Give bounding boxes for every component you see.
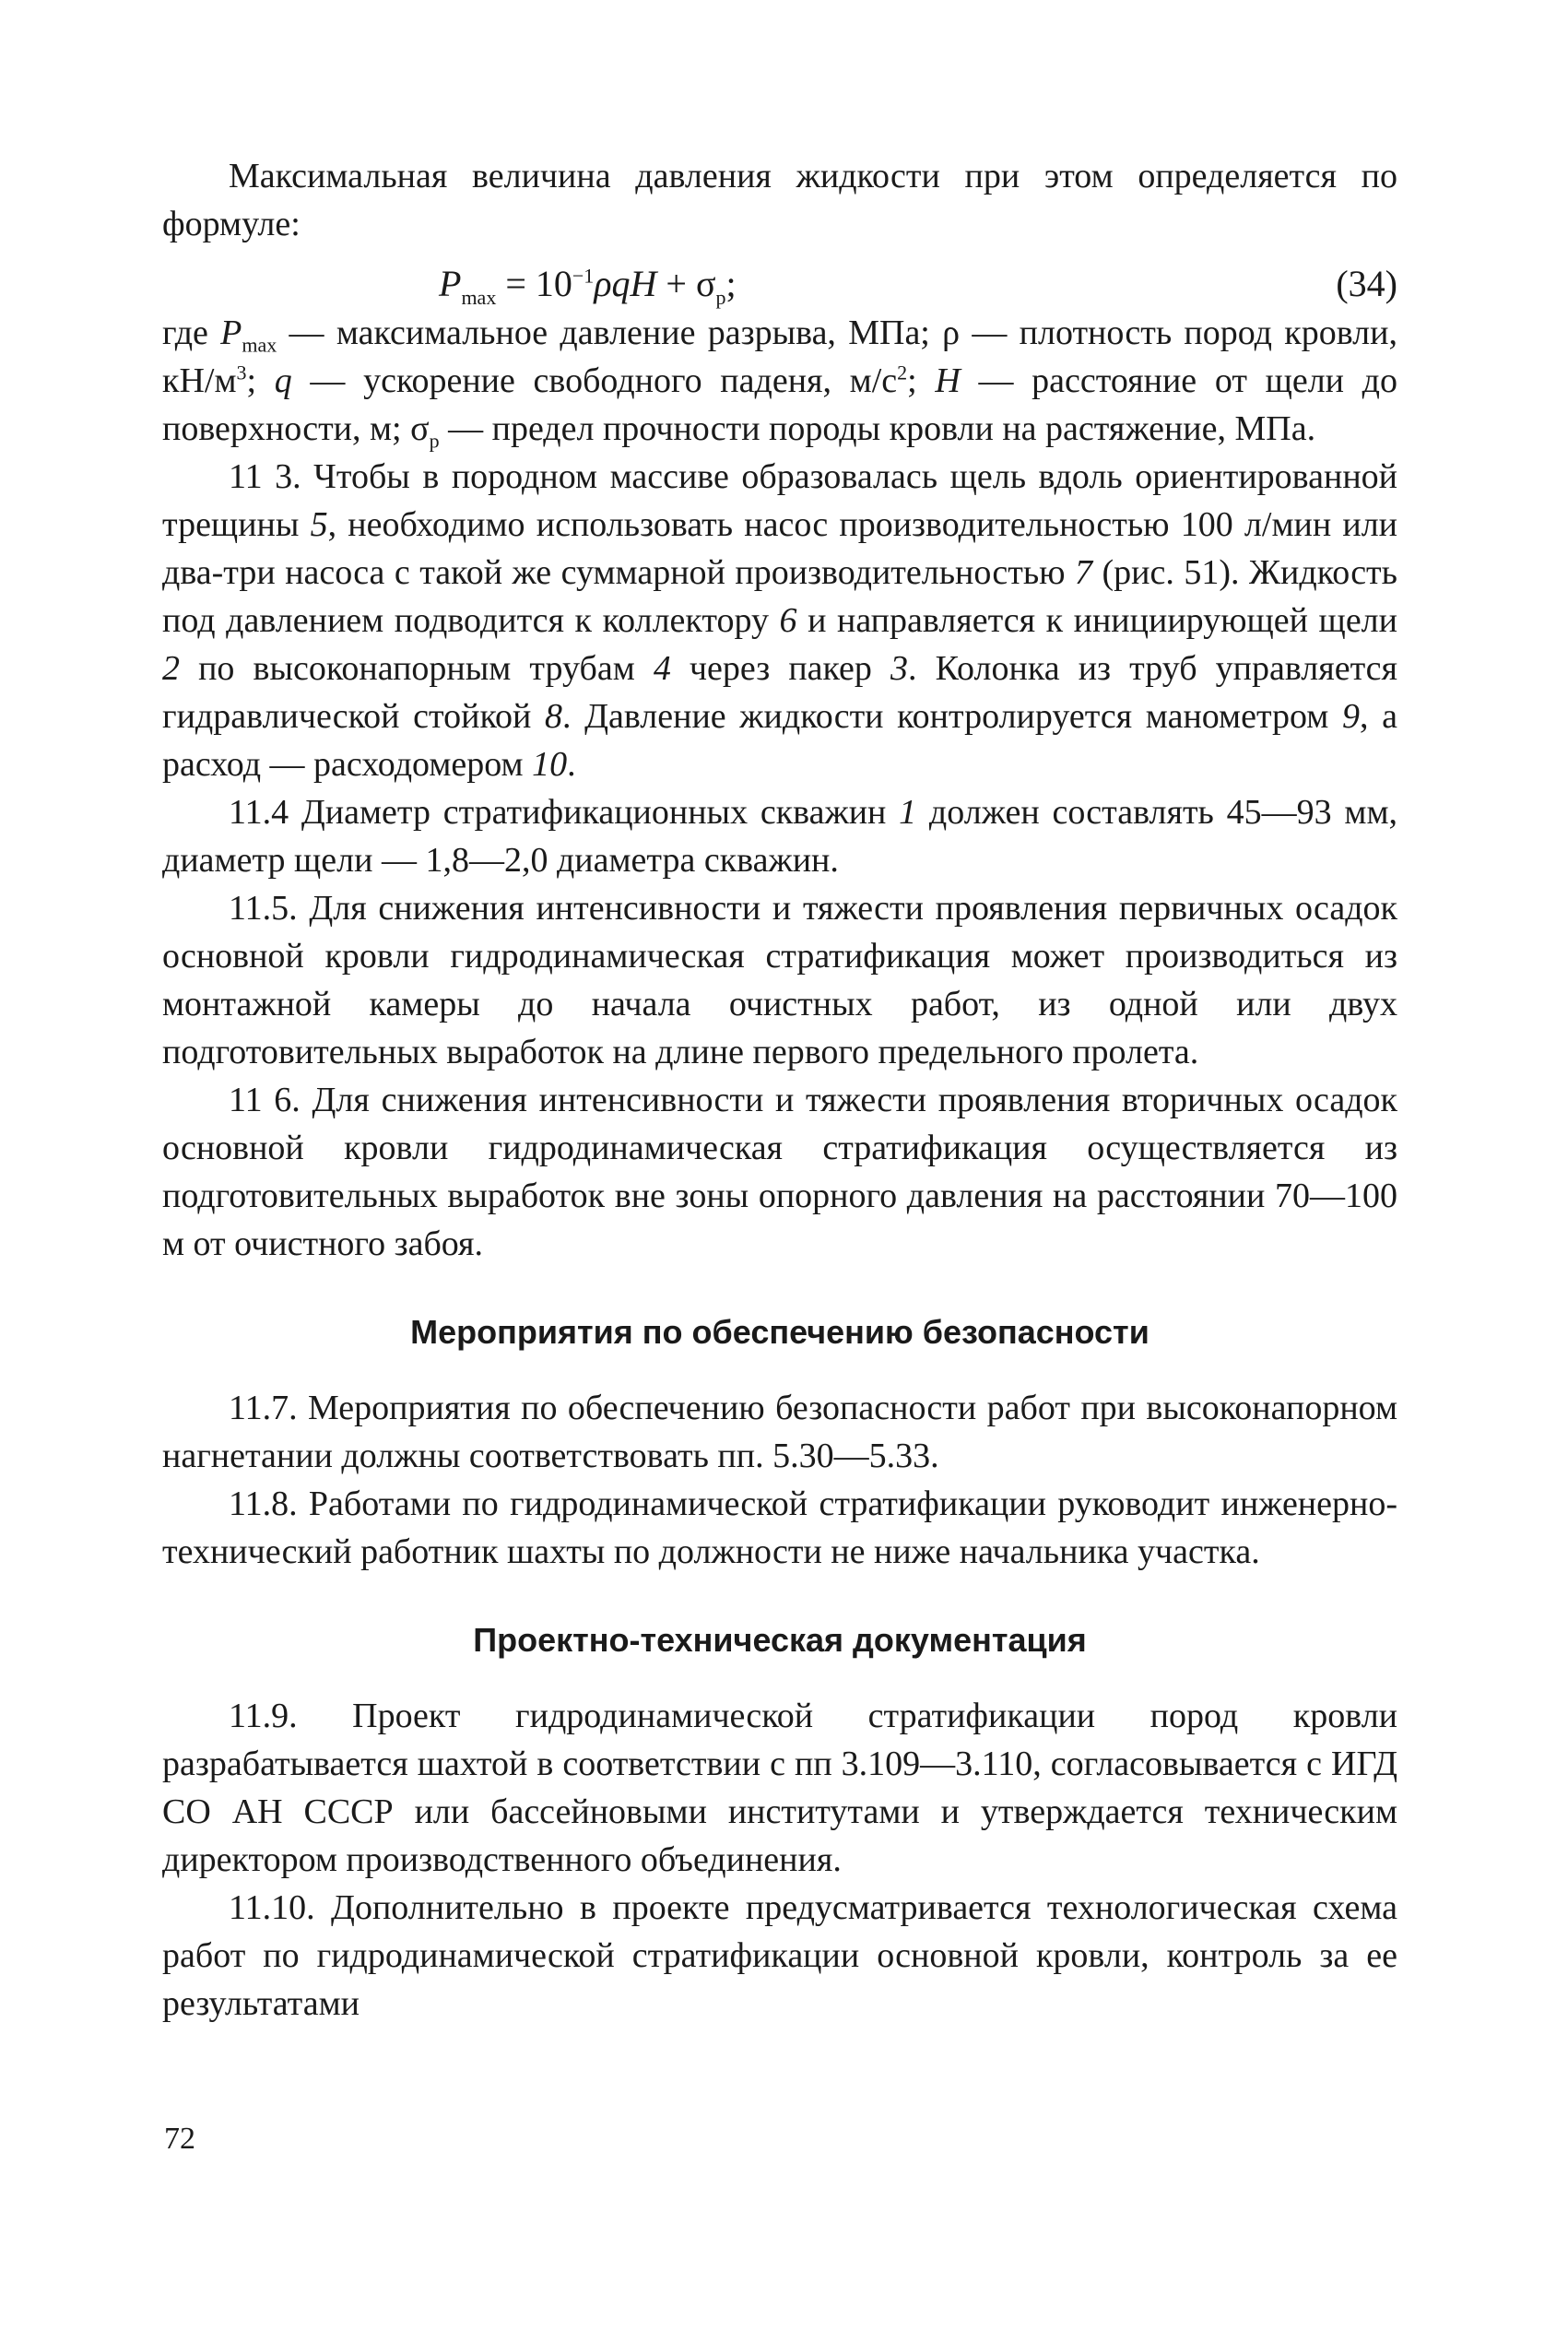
formula-end: ; [725, 263, 737, 304]
formula-plus-sigma: + σ [656, 263, 716, 304]
p113-n9: 9 [1341, 697, 1360, 736]
paragraph-11-7: 11.7. Мероприятия по обеспечению безопасности работ при высоконапорном нагнетании должны соответствовать пп. 5.30—5.33. [162, 1389, 1397, 1475]
where-q: q [274, 361, 292, 400]
p113-n7: 7 [1075, 553, 1093, 592]
where-h: H [935, 361, 961, 400]
where-t7: — предел прочности породы кровли на растяжение, МПа. [439, 409, 1316, 448]
formula-34 [162, 248, 1397, 309]
heading-safety: Мероприятия по обеспечению безопасности [410, 1313, 1149, 1351]
p113-n3: 3 [890, 649, 909, 688]
formula-sigma-sub: р [715, 286, 726, 309]
heading-documentation: Проектно-техническая документация [473, 1621, 1087, 1659]
intro-paragraph: Максимальная величина давления жидкости при этом определяется по формуле: [162, 157, 1397, 243]
where-t2: — максимальное давление разрыва, МПа; ρ — плотность пород кровли, кН/м [162, 313, 1397, 400]
p113-n4: 4 [653, 649, 671, 688]
p113-t2: , необходимо использовать насос производительностью 100 л/мин или два-три насоса с такой же суммарной производительностью [162, 505, 1397, 592]
where-sup3: 3 [236, 361, 247, 384]
formula-p: P [439, 263, 462, 304]
formula-expression [439, 254, 737, 314]
p113-n10: 10 [532, 745, 568, 784]
paragraph-11-10: 11.10. Дополнительно в проекте предусматривается технологическая схема работ по гидродинамической стратификации основной кровли, контроль за ее результатами [162, 1888, 1397, 2023]
p113-n5: 5 [310, 505, 328, 544]
where-t5: ; [907, 361, 936, 400]
paragraph-11-8: 11.8. Работами по гидродинамической стратификации руководит инженерно-технический работник шахты по должности не ниже начальника участка. [162, 1484, 1397, 1571]
formula-p-sub: max [461, 286, 497, 309]
where-t6: — расстояние от щели до поверхности, м; σ [162, 361, 1398, 448]
page-body [162, 152, 1397, 2028]
p114-n1: 1 [899, 793, 917, 832]
where-paragraph [162, 309, 1397, 453]
paragraph-11-9: 11.9. Проект гидродинамической стратификации пород кровли разрабатывается шахтой в соответствии с пп 3.109—3.110, согласовывается с ИГД СО АН СССР или бассейновыми институтами и утверждается техническим директором производственного объединения. [162, 1697, 1397, 1879]
equation-number: (34) [1336, 263, 1397, 304]
p113-n2: 2 [162, 649, 180, 688]
p113-t4: и направляется к инициирующей щели [796, 601, 1397, 640]
p113-t3: (рис. 51). Жидкость под давлением подводится к коллектору [162, 553, 1397, 640]
paragraph-11-5: 11.5. Для снижения интенсивности и тяжести проявления первичных осадок основной кровли гидродинамическая стратификация может производиться из монтажной камеры до начала очистных работ, из одной или двух подготовительных выработок на длине первого предельного пролета. [162, 889, 1397, 1071]
where-p: P [220, 313, 242, 352]
paragraph-11-3 [162, 453, 1397, 788]
p113-n6: 6 [779, 601, 797, 640]
p113-t5: по высоконапорным трубам [180, 649, 654, 688]
where-sup2: 2 [897, 361, 908, 384]
p113-t6: через пакер [670, 649, 891, 688]
p113-n8: 8 [544, 697, 562, 736]
where-sigma-sub: р [429, 429, 440, 453]
where-p-sub: max [242, 333, 277, 357]
where-t4: — ускорение свободного паденя, м/с [291, 361, 898, 400]
p113-t8: . Давление жидкости контролируется манометром [561, 697, 1342, 736]
where-t1: где [162, 313, 221, 352]
where-t3: ; [246, 361, 275, 400]
formula-eq: = 10 [496, 263, 572, 304]
p113-t1: 11 3. Чтобы в породном массиве образовалась щель вдоль ориентированной трещины [162, 457, 1397, 544]
paragraph-11-4 [162, 788, 1397, 884]
p114-t2: должен составлять 45—93 мм, диаметр щели — 1,8—2,0 диаметра скважин. [162, 793, 1398, 880]
p114-t1: 11.4 Диаметр стратификационных скважин [229, 793, 900, 832]
page-number: 72 [164, 2122, 195, 2156]
p113-t7: . Колонка из труб управляется гидравлической стойкой [162, 649, 1397, 736]
paragraph-11-6: 11 6. Для снижения интенсивности и тяжести проявления вторичных осадок основной кровли гидродинамическая стратификация осуществляется из подготовительных выработок вне зоны опорного давления на расстоянии 70—100 м от очистного забоя. [162, 1081, 1397, 1263]
formula-rho-q-h: ρqH [594, 263, 657, 304]
formula-exp: −1 [572, 264, 595, 288]
p113-t10: . [567, 745, 576, 784]
p113-t9: , а расход — расходомером [162, 697, 1397, 784]
